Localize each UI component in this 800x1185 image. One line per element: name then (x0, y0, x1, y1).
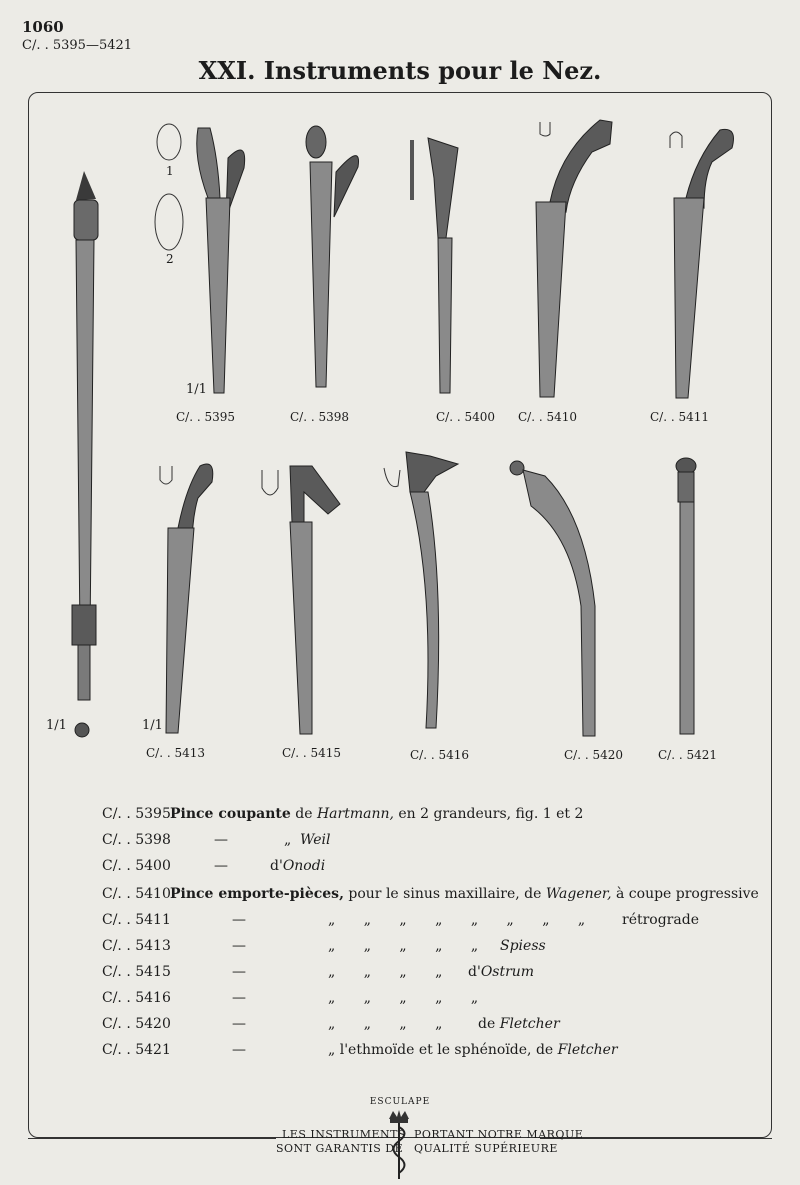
instrument-5421-illustration (668, 456, 708, 741)
ditto-dash: — (232, 912, 246, 928)
connector-text: d' (468, 964, 481, 980)
product-name: Pince emporte-pièces, (170, 886, 344, 902)
ditto-dash: — (232, 1042, 246, 1058)
detail-text: à coupe progressive (611, 886, 759, 902)
author-name: Onodi (282, 858, 326, 874)
catalog-code: C/. . 5415 (102, 964, 171, 980)
outline-fig-2 (152, 192, 186, 252)
instrument-5398-illustration (300, 122, 370, 392)
catalog-label-5413: C/. . 5413 (146, 746, 206, 760)
catalog-code: C/. . 5400 (102, 858, 171, 874)
trademark-name: ESCULAPE (369, 1097, 431, 1107)
ditto-dash: — (232, 1016, 246, 1032)
detail-text: rétrograde (622, 912, 699, 928)
instrument-5411-illustration (660, 118, 740, 403)
author-name: Weil (300, 832, 331, 848)
description-text (328, 1042, 618, 1058)
ditto-dash: — (232, 964, 246, 980)
caduceus-logo-icon (384, 1109, 414, 1181)
footer-line2-left: SONT GARANTIS DE (276, 1142, 404, 1155)
description-text (270, 858, 325, 874)
instrument-5420-illustration (505, 456, 605, 741)
ditto-marks: „ „ „ „ (328, 964, 445, 980)
connector-text: d' (270, 858, 283, 874)
instrument-5400-illustration (406, 138, 476, 398)
connector-text: de (290, 806, 317, 822)
catalog-label-5416: C/. . 5416 (410, 748, 470, 762)
author-name: Hartmann, (316, 806, 394, 822)
catalog-code: C/. . 5413 (102, 938, 171, 954)
fig-1-label: 1 (166, 164, 174, 178)
author-name: Wagener, (545, 886, 612, 902)
connector-text: de (478, 1016, 500, 1032)
catalog-label-5410: C/. . 5410 (518, 410, 578, 424)
catalog-label-5400: C/. . 5400 (436, 410, 496, 424)
description-text (170, 886, 759, 902)
description-text (170, 806, 583, 822)
ditto-marks: „ „ „ „ „ „ „ „ (328, 912, 588, 928)
instrument-5413-illustration (150, 458, 230, 738)
catalog-code: C/. . 5416 (102, 990, 171, 1006)
description-text (468, 964, 534, 980)
ditto-marks: „ (328, 1042, 336, 1058)
ditto-dash: — (214, 858, 228, 874)
catalog-code: C/. . 5395 (102, 806, 171, 822)
ditto-dash: — (232, 990, 246, 1006)
catalog-code: C/. . 5398 (102, 832, 171, 848)
ditto-marks: „ (284, 832, 294, 848)
footer-rule-left (28, 1138, 276, 1139)
description-text (478, 1016, 560, 1032)
page-title: XXI. Instruments pour le Nez. (198, 56, 602, 85)
instrument-5416-illustration (380, 448, 470, 738)
ditto-dash: — (214, 832, 228, 848)
ditto-marks: „ „ „ „ (328, 1016, 445, 1032)
page-range: C/. . 5395—5421 (22, 38, 133, 53)
instrument-5395-illustration (188, 118, 258, 398)
catalog-label-5395: C/. . 5395 (176, 410, 236, 424)
catalog-label-5411: C/. . 5411 (650, 410, 710, 424)
catalog-code: C/. . 5411 (102, 912, 171, 928)
catalog-code: C/. . 5420 (102, 1016, 171, 1032)
long-nasal-instrument-illustration (60, 165, 110, 745)
catalog-label-5421: C/. . 5421 (658, 748, 718, 762)
catalog-code: C/. . 5410 (102, 886, 171, 902)
author-name: Spiess (500, 938, 546, 954)
product-name: Pince coupante (170, 806, 291, 822)
author-name: Ostrum (480, 964, 535, 980)
scale-marker: 1/1 (186, 382, 207, 397)
page-number: 1060 (22, 18, 64, 36)
instrument-5410-illustration (530, 112, 620, 402)
catalog-label-5415: C/. . 5415 (282, 746, 342, 760)
detail-text: en 2 grandeurs, fig. 1 et 2 (393, 806, 584, 822)
author-name: Fletcher (557, 1042, 618, 1058)
catalog-label-5398: C/. . 5398 (290, 410, 350, 424)
scale-marker: 1/1 (46, 718, 67, 733)
fig-2-label: 2 (166, 252, 174, 266)
ditto-marks: „ „ „ „ „ (328, 990, 481, 1006)
catalog-label-5420: C/. . 5420 (564, 748, 624, 762)
connector-text: l'ethmoïde et le sphénoïde, de (335, 1042, 558, 1058)
scale-marker: 1/1 (142, 718, 163, 733)
footer-line1-left: LES INSTRUMENTS (282, 1128, 407, 1141)
author-name: Fletcher (499, 1016, 560, 1032)
connector-text: pour le sinus maxillaire, de (343, 886, 546, 902)
catalog-code: C/. . 5421 (102, 1042, 171, 1058)
outline-fig-1 (154, 122, 184, 162)
footer-line1-right: PORTANT NOTRE MARQUE (414, 1128, 584, 1141)
ditto-marks: „ „ „ „ „ (328, 938, 481, 954)
instrument-5415-illustration (256, 462, 356, 737)
footer-line2-right: QUALITÉ SUPÉRIEURE (414, 1142, 558, 1155)
ditto-dash: — (232, 938, 246, 954)
